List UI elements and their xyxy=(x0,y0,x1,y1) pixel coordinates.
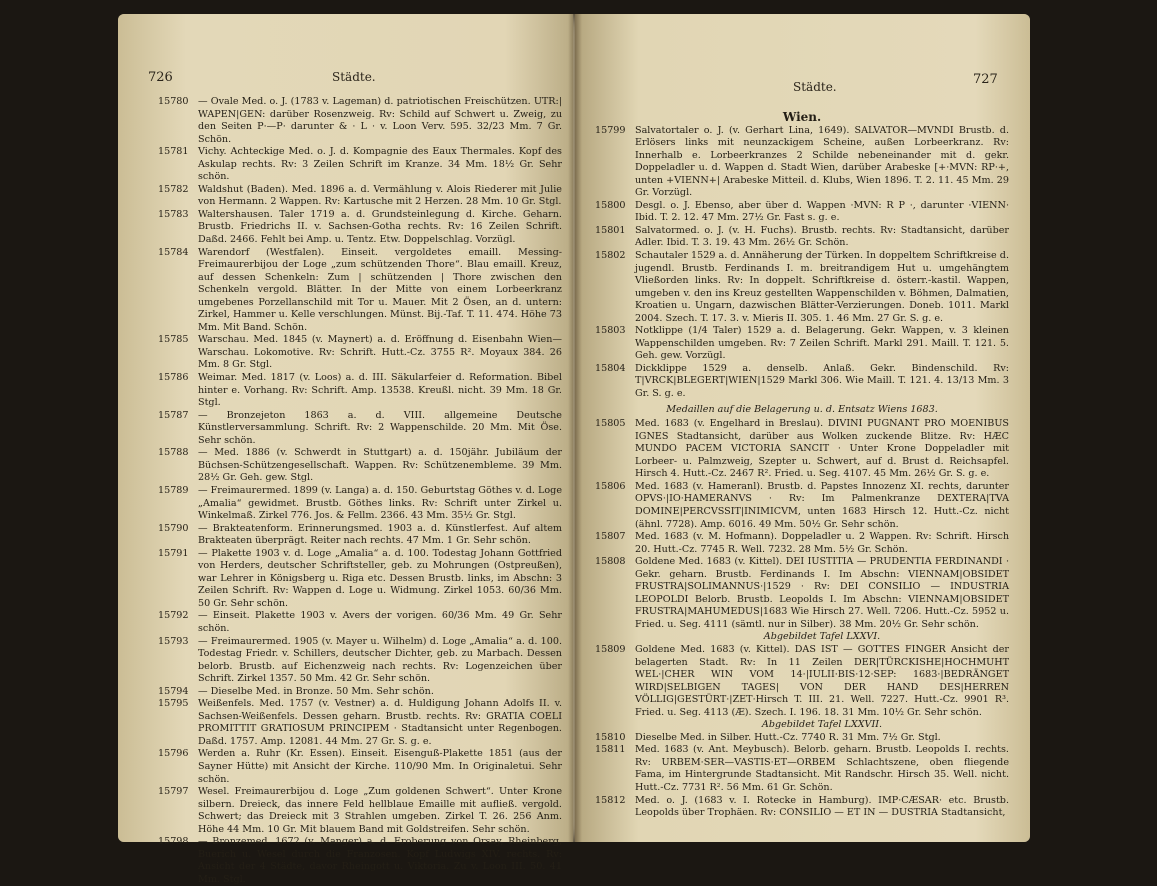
entry-number: 15792 xyxy=(158,610,189,622)
entry-description: Med. o. J. (1683 v. I. Rotecke in Hamburg). IMP·CÆSAR· etc. Brustb. Leopolds über Trophäen. Rv: CONSILIO — ET IN — DUSTRIA Stadtansicht, xyxy=(635,794,1009,819)
catalog-entry xyxy=(158,748,562,786)
catalog-entry xyxy=(158,410,562,448)
catalog-entry xyxy=(158,786,562,836)
entry-description: Warendorf (Westfalen). Einseit. vergoldetes emaill. Messing-Freimaurerbijou der Loge „zum schützenden Thore“. Blau emaill. Kreuz, auf dessen Schenkeln: Zum | schützenden | Thore zwischen den Schenkeln vergold. Blätter. In der Mitte von einem Lorbeerkranz umgebenes Porzellanschild mit Tor u. Mauer. Mit 2 Ösen, an d. untern: Zirkel, Hammer u. Kelle verschlungen. Münst. Bij.-Taf. T. 11. 474. Höhe 73 Mm. Mit Band. Schön. xyxy=(198,246,562,333)
entry-number: 15796 xyxy=(158,748,189,760)
entry-number: 15783 xyxy=(158,208,189,220)
catalog-entry xyxy=(595,250,1009,325)
page-number-right: 727 xyxy=(973,72,998,87)
catalog-entry xyxy=(158,96,562,146)
running-head-left: Städte. xyxy=(332,70,376,84)
entry-number: 15781 xyxy=(158,146,189,158)
entry-number: 15794 xyxy=(158,685,189,697)
entry-number: 15807 xyxy=(595,531,626,543)
subsection-title: Medaillen auf die Belagerung u. d. Entsatz Wiens 1683. xyxy=(666,403,938,415)
entry-description: — Freimaurermed. 1905 (v. Mayer u. Wilhelm) d. Loge „Amalia“ a. d. 100. Todestag Friedr. v. Schillers, deutscher Dichter, geb. zu Marbach. Dessen belorb. Brustb. auf Eichenzweig nach rechts. Rv: Logenzeichen über Schrift. Zirkel 1357. 50 Mm. 42 Gr. Sehr schön. xyxy=(198,635,562,685)
catalog-entry xyxy=(595,732,1009,745)
entry-description: Med. 1683 (v. Hameranl). Brustb. d. Papstes Innozenz XI. rechts, darunter OPVS·|IO·HAMERANVS · Rv: Im Palmenkranze DEXTERA|TVA DOMINE|PERCVSSIT|INIMICVM, unten 1683 Hirsch 12. Hutt.-Cz. nicht (ähnl. 7728). Amp. 6016. 49 Mm. 50½ Gr. Sehr schön. xyxy=(635,480,1009,530)
entry-number: 15793 xyxy=(158,635,189,647)
catalog-entry xyxy=(158,836,562,886)
entry-number: 15804 xyxy=(595,362,626,374)
figure-reference: Abgebildet Tafel LXXVII. xyxy=(761,719,883,731)
catalog-entry xyxy=(595,556,1009,644)
entry-description: Goldene Med. 1683 (v. Kittel). DAS IST — GOTTES FINGER Ansicht der belagerten Stadt. Rv: In 11 Zeilen DER|TÜRCKISHE|HOCHMUHT WEL·|CHER WIN VOM 14·|IULII·BIS·12·SEP: 1683·|BEDRÄNGET WIRD|SELBIGEN TAGES| VON DER HAND DES|HERREN VÖLLIG|GESTÜRT·|ZET·Hirsch T. III. 21. Well. 7227. Hutt.-Cz. 9901 R³. Fried. u. Seg. 4113 (Æ). Szech. I. 196. 18. 31 Mm. 10½ Gr. Sehr schön. xyxy=(635,643,1009,718)
entry-number: 15787 xyxy=(158,409,189,421)
entry-description: Weißenfels. Med. 1757 (v. Vestner) a. d. Huldigung Johann Adolfs II. v. Sachsen-Weißenfels. Dessen geharn. Brustb. rechts. Rv: GRATIA COELI PROMITTIT GRATIOSUM PRINCIPEM · Stadtansicht unter Regenbogen. Daßd. 1757. Amp. 12081. 44 Mm. 27 Gr. S. g. e. xyxy=(198,698,562,747)
catalog-entry xyxy=(595,531,1009,556)
entry-number: 15798 xyxy=(158,836,189,848)
entry-description: Notklippe (1/4 Taler) 1529 a. d. Belagerung. Gekr. Wappen, v. 3 kleinen Wappenschilden umgeben. Rv: 7 Zeilen Schrift. Markl 291. Maill. T. 121. 5. Geh. gew. Vorzügl. xyxy=(635,325,1009,362)
entry-number: 15809 xyxy=(595,643,626,655)
entry-number: 15800 xyxy=(595,199,626,211)
entry-description: — Einseit. Plakette 1903 v. Avers der vorigen. 60/36 Mm. 49 Gr. Sehr schön. xyxy=(198,610,562,634)
entry-number: 15786 xyxy=(158,372,189,384)
entry-description: — Dieselbe Med. in Bronze. 50 Mm. Sehr schön. xyxy=(198,685,434,697)
entry-number: 15805 xyxy=(595,418,626,430)
open-book xyxy=(118,14,1030,885)
entry-number: 15810 xyxy=(595,731,626,743)
catalog-entry xyxy=(158,209,562,247)
entries-list-right xyxy=(595,111,1009,820)
entry-description: — Freimaurermed. 1899 (v. Langa) a. d. 150. Geburtstag Göthes v. d. Loge „Amalia“ gewidmet. Brustb. Göthes links. Rv: Schrift unter Zirkel u. Winkelmaß. Zirkel 776. Jos. & Fellm. 2366. 43 Mm. 35½ Gr. Stgl. xyxy=(198,484,562,522)
left-page xyxy=(118,14,573,885)
catalog-entry xyxy=(595,363,1009,401)
entry-number: 15803 xyxy=(595,325,626,337)
entry-description: Med. 1683 (v. Ant. Meybusch). Belorb. geharn. Brustb. Leopolds I. rechts. Rv: URBEM·SER—VASTIS·ET—ORBEM Schlachtszene, oben fliegende Fama, im Hintergrunde Stadtansicht. Mit Randschr. Hirsch 35. Well. nicht. Hutt.-Cz. 7731 R². 56 Mm. 61 Gr. Schön. xyxy=(635,744,1009,793)
entry-description: Goldene Med. 1683 (v. Kittel). DEI IUSTITIA — PRUDENTIA FERDINANDI · Gekr. geharn. Brustb. Ferdinands I. Im Abschn: VIENNAM|OBSIDET FRUSTRA|SOLIMANNUS·|1529 · Rv: DEI CONSILIO — INDUSTRIA LEOPOLDI Belorb. Brustb. Leopolds I. Im Abschn: VIENNAM|OBSIDET FRUSTRA|MAHUMEDUS|1683 Wie Hirsch 27. Well. 7206. Hutt.-Cz. 5952 u. Fried. u. Seg. 4111 (sämtl. nur in Silber). 38 Mm. 20½ Gr. Sehr schön. xyxy=(635,556,1009,630)
entry-description: — Brakteatenform. Erinnerungsmed. 1903 a. d. Künstlerfest. Auf altem Brakteaten überprägt. Reiter nach rechts. 47 Mm. 1 Gr. Sehr schön. xyxy=(198,522,562,547)
catalog-entry xyxy=(158,523,562,548)
catalog-entry xyxy=(595,481,1009,531)
entry-number: 15785 xyxy=(158,334,189,346)
catalog-entry xyxy=(158,184,562,209)
catalog-entry xyxy=(158,146,562,184)
catalog-entry xyxy=(595,418,1009,481)
catalog-entry xyxy=(595,795,1009,820)
entry-description: — Ovale Med. o. J. (1783 v. Lageman) d. patriotischen Freischützen. UTR:| WAPEN|GEN: darüber Rosenzweig. Rv: Schild auf Schwert u. Zweig, zu den Seiten P·—P· darunter & · L · v. Loon Verv. 595. 32/23 Mm. 7 Gr. Schön. xyxy=(198,96,562,145)
catalog-entry xyxy=(158,610,562,635)
page-number-left: 726 xyxy=(148,70,173,85)
entry-number: 15811 xyxy=(595,744,626,756)
catalog-entry xyxy=(158,636,562,686)
entry-description: Werden a. Ruhr (Kr. Essen). Einseit. Eisenguß-Plakette 1851 (aus der Sayner Hütte) mit Ansicht der Kirche. 110/90 Mm. In Originaletui. Sehr schön. xyxy=(198,748,562,785)
entry-number: 15788 xyxy=(158,447,189,459)
entry-number: 15795 xyxy=(158,698,189,710)
entry-number: 15799 xyxy=(595,124,626,136)
entry-description: Vichy. Achteckige Med. o. J. d. Kompagnie des Eaux Thermales. Kopf des Askulap rechts. Rv: 3 Zeilen Schrift im Kranze. 34 Mm. 18½ Gr. Sehr schön. xyxy=(198,146,562,183)
entry-number: 15790 xyxy=(158,522,189,534)
entry-description: — Bronzemed. 1672 (v. Manger) a. d. Eroberung von Orsay, Rheinberg, Buerich u. Wesel durch die Franzosen. Kopf Ludwigs XIV. rechts. Rv: Ansicht der 4 Städte, davor Rheingott u. Viktoria. Zu v. Loon III. 50. 41 Mm. Stgl. xyxy=(198,836,562,885)
entry-description: Warschau. Med. 1845 (v. Maynert) a. d. Eröffnung d. Eisenbahn Wien—Warschau. Lokomotive. Rv: Schrift. Hutt.-Cz. 3755 R². Moyaux 384. 26 Mm. 8 Gr. Stgl. xyxy=(198,334,562,371)
entry-description: Med. 1683 (v. M. Hofmann). Doppeladler u. 2 Wappen. Rv: Schrift. Hirsch 20. Hutt.-Cz. 7745 R. Well. 7232. 28 Mm. 5½ Gr. Schön. xyxy=(635,531,1009,555)
right-page xyxy=(575,14,1030,842)
catalog-entry xyxy=(158,247,562,335)
catalog-entry xyxy=(595,744,1009,794)
book-gutter xyxy=(568,14,582,842)
section-title: Wien. xyxy=(782,110,822,124)
catalog-entry xyxy=(158,485,562,523)
entry-number: 15780 xyxy=(158,96,189,107)
figure-reference: Abgebildet Tafel LXXVI. xyxy=(763,631,881,643)
entry-description: Waldshut (Baden). Med. 1896 a. d. Vermählung v. Alois Riederer mit Julie von Hermann. 2 Wappen. Rv: Kartusche mit 2 Herzen. 28 Mm. 10 Gr. Stgl. xyxy=(198,183,562,208)
entry-number: 15782 xyxy=(158,183,189,195)
catalog-entry xyxy=(158,548,562,611)
entry-number: 15806 xyxy=(595,480,626,492)
entry-description: — Bronzejeton 1863 a. d. VIII. allgemeine Deutsche Künstlerversammlung. Schrift. Rv: 2 Wappenschilde. 20 Mm. Mit Öse. Sehr schön. xyxy=(198,409,562,446)
catalog-entry xyxy=(595,125,1009,200)
entries-list-left xyxy=(158,96,562,886)
entry-description: Schautaler 1529 a. d. Annäherung der Türken. In doppeltem Schriftkreise d. jugendl. Brustb. Ferdinands I. m. breitrandigem Hut u. umgehängtem Vließorden links. Rv: In doppelt. Schriftkreise d. österr.-kastil. Wappen, umgeben v. den ins Kreuz gestellten Wappenschilden v. Böhmen, Dalmatien, Kroatien u. Ungarn, dazwischen Blätter-Verzierungen. Doneb. 1011. Markl 2004. Szech. T. 17. 3. v. Mieris II. 305. 1. 46 Mm. 27 Gr. S. g. e. xyxy=(635,250,1009,324)
catalog-entry xyxy=(595,325,1009,363)
entry-number: 15808 xyxy=(595,556,626,568)
entry-number: 15802 xyxy=(595,250,626,262)
entry-description: — Med. 1886 (v. Schwerdt in Stuttgart) a. d. 150jähr. Jubiläum der Büchsen-Schützengesellschaft. Wappen. Rv: Schützenembleme. 39 Mm. 28½ Gr. Geh. gew. Stgl. xyxy=(198,447,562,484)
entry-description: Salvatortaler o. J. (v. Gerhart Lina, 1649). SALVATOR—MVNDI Brustb. d. Erlösers links mit neunzackigem Scheine, außen Lorbeerkranz. Rv: Innerhalb e. Lorbeerkranzes 2 Schilde nebeneinander mit d. gekr. Doppeladler u. d. Wappen d. Stadt Wien, darüber Arabeske [+·MVN: RP·+, unten +VIENN+| Arabeske Mitteil. d. Klubs, Wien 1896. T. 2. 11. 45 Mm. 29 Gr. Vorzügl. xyxy=(635,124,1009,199)
entry-description: Waltershausen. Taler 1719 a. d. Grundsteinlegung d. Kirche. Geharn. Brustb. Friedrichs II. v. Sachsen-Gotha rechts. Rv: 16 Zeilen Schrift. Daßd. 2466. Fehlt bei Amp. u. Tentz. Etw. Doppelschlag. Vorzügl. xyxy=(198,208,562,246)
entry-description: Desgl. o. J. Ebenso, aber über d. Wappen ·MVN: R P ·, darunter ·VIENN· Ibid. T. 2. 12. 47 Mm. 27½ Gr. Fast s. g. e. xyxy=(635,199,1009,224)
catalog-entry xyxy=(158,334,562,372)
entry-description: Salvatormed. o. J. (v. H. Fuchs). Brustb. rechts. Rv: Stadtansicht, darüber Adler. Ibid. T. 3. 19. 43 Mm. 26½ Gr. Schön. xyxy=(635,224,1009,249)
entry-description: Weimar. Med. 1817 (v. Loos) a. d. III. Säkularfeier d. Reformation. Bibel hinter e. Vorhang. Rv: Schrift. Amp. 13538. Kreußl. nicht. 39 Mm. 18 Gr. Stgl. xyxy=(198,372,562,409)
catalog-entry xyxy=(158,372,562,410)
entry-description: Wesel. Freimaurerbijou d. Loge „Zum goldenen Schwert“. Unter Krone silbern. Dreieck, das innere Feld hellblaue Emaille mit aufließ. vergold. Schwert; das Dreieck mit 3 Strahlen umgeben. Zirkel T. 26. 256 Anm. Höhe 44 Mm. 10 Gr. Mit blauem Band mit Goldstreifen. Sehr schön. xyxy=(198,786,562,835)
entry-number: 15784 xyxy=(158,246,189,258)
running-head-right: Städte. xyxy=(793,80,837,94)
entry-description: Med. 1683 (v. Engelhard in Breslau). DIVINI PUGNANT PRO MOENIBUS IGNES Stadtansicht, darüber aus Wolken zuckende Blitze. Rv: HÆC MUNDO PACEM VICTORIA SANCIT · Unter Krone Doppeladler mit Lorbeer- u. Palmzweig, Szepter u. Schwert, auf d. Brust d. Reichsapfel. Hirsch 4. Hutt.-Cz. 2467 R². Fried. u. Seg. 4107. 45 Mm. 26½ Gr. S. g. e. xyxy=(635,418,1009,480)
entry-description: Dieselbe Med. in Silber. Hutt.-Cz. 7740 R. 31 Mm. 7½ Gr. Stgl. xyxy=(635,731,941,743)
catalog-entry xyxy=(595,200,1009,225)
catalog-entry xyxy=(595,225,1009,250)
entry-description: Dickklippe 1529 a. denselb. Anlaß. Gekr. Bindenschild. Rv: T|VRCK|BLEGERT|WIEN|1529 Markl 306. Wie Maill. T. 121. 4. 13/13 Mm. 3 Gr. S. g. e. xyxy=(635,362,1009,400)
entry-number: 15801 xyxy=(595,224,626,236)
catalog-entry xyxy=(158,698,562,748)
catalog-entry xyxy=(595,644,1009,732)
entry-number: 15791 xyxy=(158,547,189,559)
entry-description: — Plakette 1903 v. d. Loge „Amalia“ a. d. 100. Todestag Johann Gottfried von Herders, deutscher Schriftsteller, geb. zu Mohrungen (Ostpreußen), war Lehrer in Königsberg u. Riga etc. Dessen Brustb. links, im Abschn: 3 Zeilen Schrift. Rv: Wappen d. Loge u. Widmung. Zirkel 1053. 60/36 Mm. 50 Gr. Sehr schön. xyxy=(198,547,562,609)
catalog-entry xyxy=(158,686,562,699)
catalog-entry xyxy=(158,447,562,485)
entry-number: 15797 xyxy=(158,786,189,798)
entry-number: 15789 xyxy=(158,484,189,496)
entry-number: 15812 xyxy=(595,794,626,806)
